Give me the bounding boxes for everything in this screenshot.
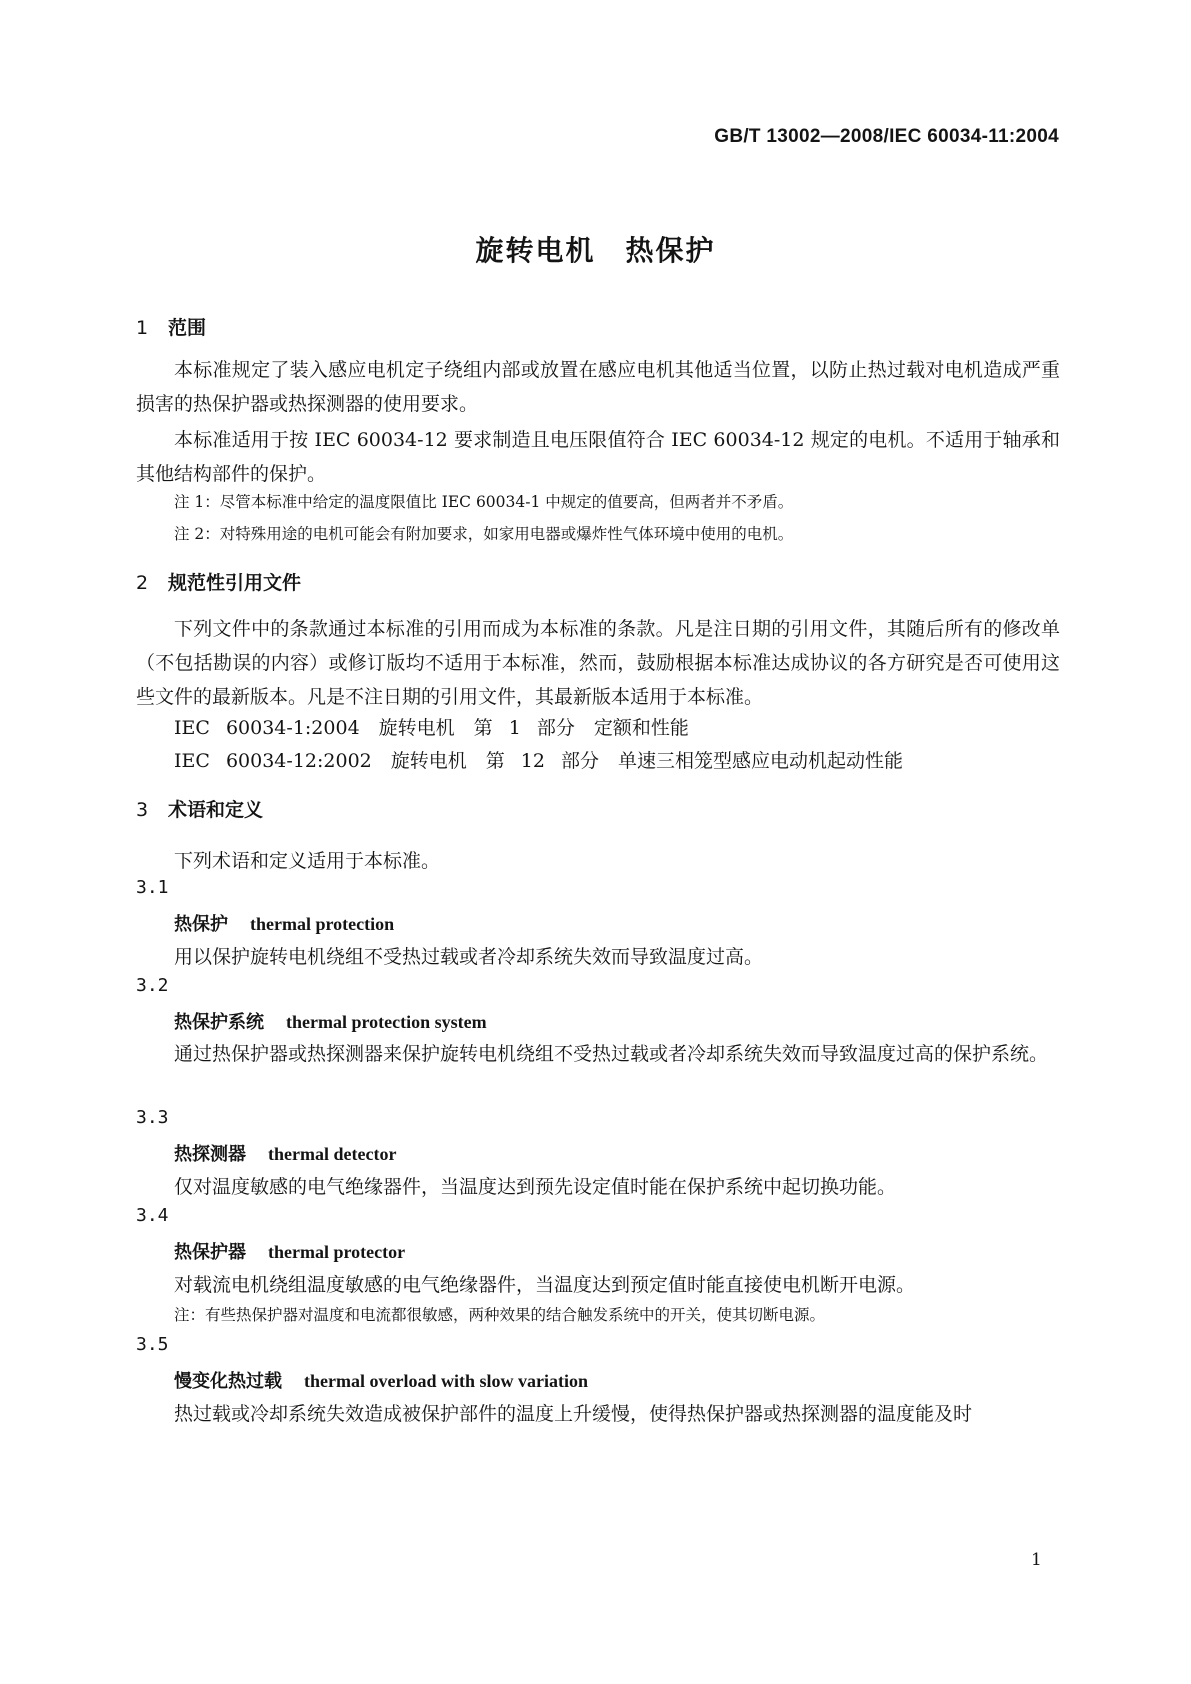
term-chinese: 热探测器 bbox=[174, 1144, 246, 1165]
clause-number: 3.2 bbox=[136, 975, 169, 996]
term-definition: 用以保护旋转电机绕组不受热过载或者冷却系统失效而导致温度过高。 bbox=[174, 946, 764, 968]
document-title: 旋转电机 热保护 bbox=[475, 234, 716, 267]
section-title: 术语和定义 bbox=[168, 799, 264, 821]
section-1-heading bbox=[136, 313, 206, 340]
normative-reference-2: IEC 60034-12:2002 旋转电机 第 12 部分 单速三相笼型感应电动机起动性能 bbox=[174, 750, 904, 772]
note-2: 注 2：对特殊用途的电机可能会有附加要求，如家用电器或爆炸性气体环境中使用的电机。 bbox=[174, 525, 794, 543]
note-1: 注 1：尽管本标准中给定的温度限值比 IEC 60034-1 中规定的值要高，但两者并不矛盾。 bbox=[174, 493, 794, 511]
term-entry bbox=[174, 1008, 487, 1034]
section-1-paragraph-2: 本标准适用于按 IEC 60034-12 要求制造且电压限值符合 IEC 60034-12 规定的电机。不适用于轴承和其他结构部件的保护。 bbox=[136, 429, 1060, 485]
term-english: thermal protection bbox=[250, 914, 395, 934]
section-3-heading bbox=[136, 795, 263, 822]
clause-number: 3.1 bbox=[136, 877, 169, 898]
term-entry bbox=[174, 910, 394, 936]
term-definition: 热过载或冷却系统失效造成被保护部件的温度上升缓慢，使得热保护器或热探测器的温度能及时 bbox=[174, 1403, 973, 1425]
term-definition: 对载流电机绕组温度敏感的电气绝缘器件，当温度达到预定值时能直接使电机断开电源。 bbox=[174, 1274, 916, 1296]
term-entry bbox=[174, 1367, 588, 1393]
term-note: 注：有些热保护器对温度和电流都很敏感，两种效果的结合触发系统中的开关，使其切断电源。 bbox=[174, 1306, 826, 1324]
term-chinese: 热保护系统 bbox=[174, 1012, 264, 1033]
term-definition: 仅对温度敏感的电气绝缘器件，当温度达到预先设定值时能在保护系统中起切换功能。 bbox=[174, 1176, 897, 1198]
term-chinese: 热保护器 bbox=[174, 1242, 246, 1263]
normative-reference-1: IEC 60034-1:2004 旋转电机 第 1 部分 定额和性能 bbox=[174, 717, 689, 739]
clause-number: 3.5 bbox=[136, 1334, 169, 1355]
term-english: thermal overload with slow variation bbox=[304, 1371, 588, 1391]
term-chinese: 热保护 bbox=[174, 914, 228, 935]
clause-number: 3.4 bbox=[136, 1205, 169, 1226]
section-title: 规范性引用文件 bbox=[168, 572, 302, 594]
section-3-intro: 下列术语和定义适用于本标准。 bbox=[174, 850, 441, 872]
section-2-heading bbox=[136, 568, 301, 595]
term-english: thermal protector bbox=[268, 1242, 406, 1262]
term-english: thermal protection system bbox=[286, 1012, 487, 1032]
term-entry bbox=[174, 1238, 405, 1264]
section-number: 1 bbox=[136, 317, 149, 339]
term-english: thermal detector bbox=[268, 1144, 397, 1164]
term-definition: 通过热保护器或热探测器来保护旋转电机绕组不受热过载或者冷却系统失效而导致温度过高的保护系统。 bbox=[174, 1043, 1049, 1065]
page-number: 1 bbox=[1031, 1550, 1042, 1570]
section-1-paragraph-1: 本标准规定了装入感应电机定子绕组内部或放置在感应电机其他适当位置，以防止热过载对电机造成严重损害的热保护器或热探测器的使用要求。 bbox=[136, 359, 1060, 415]
term-entry bbox=[174, 1140, 396, 1166]
clause-number: 3.3 bbox=[136, 1107, 169, 1128]
section-title: 范围 bbox=[168, 317, 207, 339]
section-2-paragraph-1: 下列文件中的条款通过本标准的引用而成为本标准的条款。凡是注日期的引用文件，其随后所有的修改单（不包括勘误的内容）或修订版均不适用于本标准，然而，鼓励根据本标准达成协议的各方研究是否可使用这些文件的最新版本。凡是不注日期的引用文件，其最新版本适用于本标准。 bbox=[136, 618, 1060, 708]
section-number: 2 bbox=[136, 572, 149, 594]
term-chinese: 慢变化热过载 bbox=[174, 1371, 282, 1392]
standard-number: GB/T 13002—2008/IEC 60034-11:2004 bbox=[714, 126, 1059, 147]
section-number: 3 bbox=[136, 799, 149, 821]
